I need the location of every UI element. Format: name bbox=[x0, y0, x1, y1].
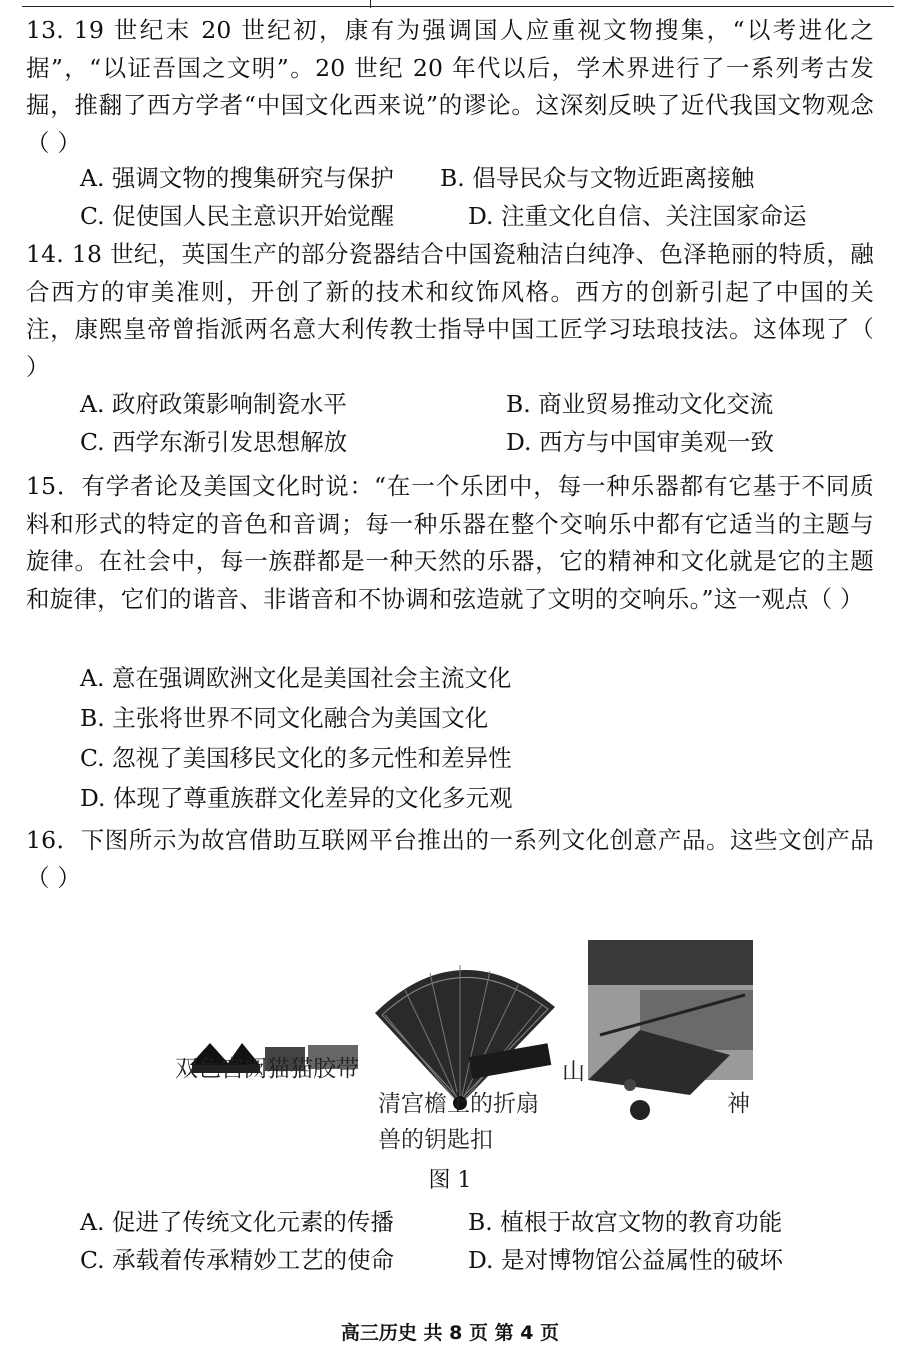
q14-option-a: A. 政府政策影响制瓷水平 bbox=[80, 390, 347, 418]
q14-option-b: B. 商业贸易推动文化交流 bbox=[506, 390, 774, 418]
top-rule bbox=[22, 6, 894, 7]
q15-option-a: A. 意在强调欧洲文化是美国社会主流文化 bbox=[80, 664, 512, 692]
q16-option-b: B. 植根于故宫文物的教育功能 bbox=[468, 1208, 783, 1236]
question-15-stem: 15．有学者论及美国文化时说：“在一个乐团中，每一种乐器都有它基于不同质料和形式的特定的音色和音调；每一种乐器在整个交响乐中都有它适当的主题与旋律。在社会中，每一族群都是一种天然的乐器，它的精神和文化就是它的主题和旋律，它们的谐音、非谐音和不协调和弦造就了文明的交响乐。”这一观点（ ） bbox=[26, 472, 874, 613]
figure-label-keychain: 兽的钥匙扣 bbox=[378, 1127, 493, 1153]
q16-option-a: A. 促进了传统文化元素的传播 bbox=[80, 1208, 394, 1236]
question-14-stem: 14. 18 世纪，英国生产的部分瓷器结合中国瓷釉洁白纯净、色泽艳丽的特质，融合西方的审美准则，开创了新的技术和纹饰风格。西方的创新引起了中国的关注，康熙皇帝曾指派两名意大利传教士指导中国工匠学习珐琅技法。这体现了（ ） bbox=[26, 240, 874, 381]
question-16-stem: 16．下图所示为故宫借助互联网平台推出的一系列文化创意产品。这些文创产品（ ） bbox=[26, 826, 874, 892]
figure-label-shan: 山 bbox=[562, 1059, 585, 1085]
q16-option-c: C. 承载着传承精妙工艺的使命 bbox=[80, 1246, 395, 1274]
figure-label-fan: 清宫檐上的折扇 bbox=[378, 1091, 539, 1117]
page-footer: 高三历史 共 8 页 第 4 页 bbox=[340, 1322, 560, 1344]
figure-label-tape: 双色宫阙猫猫胶带 bbox=[175, 1056, 359, 1082]
question-13-stem: 13. 19 世纪末 20 世纪初，康有为强调国人应重视文物搜集，“以考进化之据”，“以证吾国之文明”。20 世纪 20 年代以后，学术界进行了一系列考古发掘，推翻了西方学者“中国文化西来说”的谬论。这深刻反映了近代我国文物观念（ ） bbox=[26, 16, 874, 157]
q14-option-c: C. 西学东渐引发思想解放 bbox=[80, 428, 348, 456]
q13-option-d: D. 注重文化自信、关注国家命运 bbox=[468, 202, 807, 230]
figure-caption: 图 1 bbox=[428, 1168, 472, 1193]
q14-option-d: D. 西方与中国审美观一致 bbox=[506, 428, 774, 456]
q15-option-c: C. 忽视了美国移民文化的多元性和差异性 bbox=[80, 744, 512, 772]
top-rule-mark bbox=[370, 0, 371, 8]
q13-option-c: C. 促使国人民主意识开始觉醒 bbox=[80, 202, 395, 230]
figure-cultural-products bbox=[170, 935, 770, 1155]
q15-option-b: B. 主张将世界不同文化融合为美国文化 bbox=[80, 704, 489, 732]
q13-option-a: A. 强调文物的搜集研究与保护 bbox=[80, 164, 394, 192]
q15-option-d: D. 体现了尊重族群文化差异的文化多元观 bbox=[80, 784, 513, 812]
q16-option-d: D. 是对博物馆公益属性的破坏 bbox=[468, 1246, 783, 1274]
q13-option-b: B. 倡导民众与文物近距离接触 bbox=[440, 164, 755, 192]
figure-label-shen: 神 bbox=[727, 1091, 750, 1117]
